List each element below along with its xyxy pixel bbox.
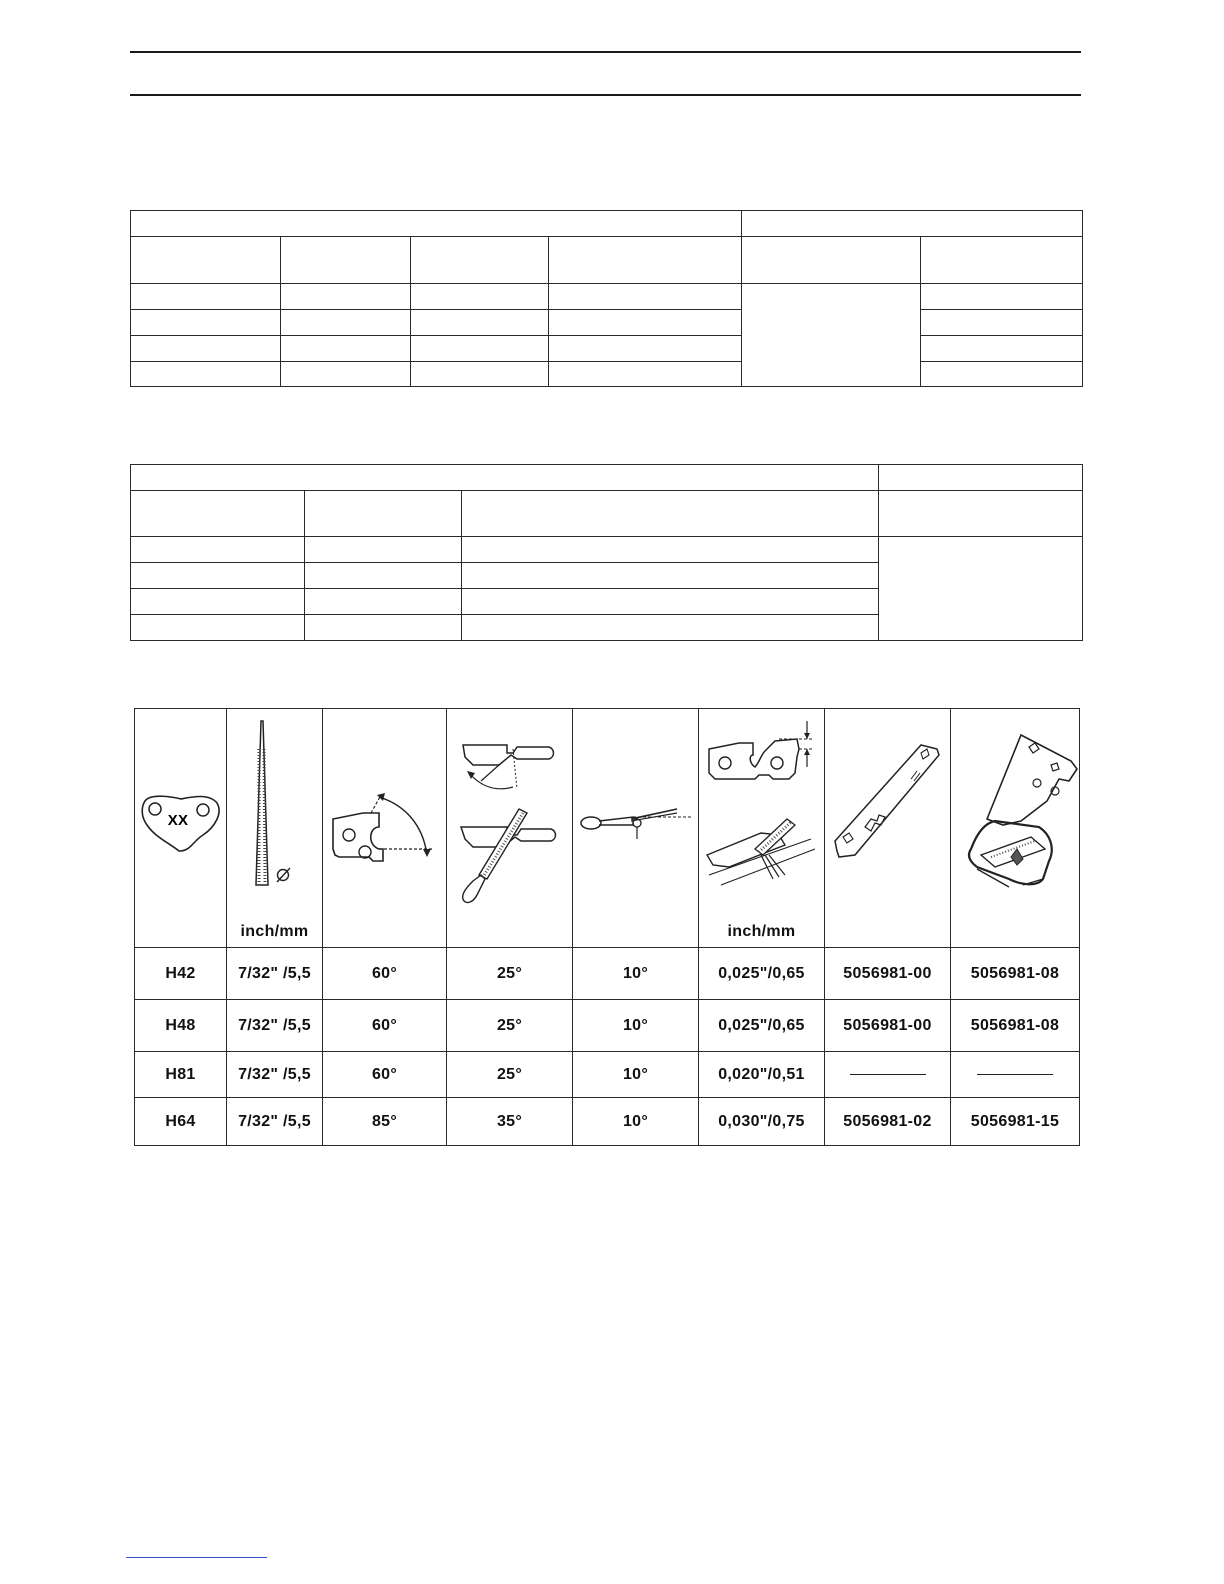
table-cell: [549, 310, 742, 336]
gauge-cell-empty: [825, 1052, 951, 1098]
table-cell: [131, 615, 305, 641]
table-cell: [921, 237, 1083, 284]
table-cell: [879, 491, 1083, 537]
top-angle-cell: 60°: [323, 1000, 447, 1052]
depth-cell: 0,025"/0,65: [699, 1000, 825, 1052]
round-file-icon: [227, 709, 323, 948]
file-angle-cell: 35°: [447, 1098, 573, 1146]
file-size-cell: 7/32" /5,5: [227, 948, 323, 1000]
table-cell: [921, 336, 1083, 362]
tilt-cell: 10°: [573, 948, 699, 1000]
table-cell: [462, 615, 879, 641]
table-cell: [879, 465, 1083, 491]
top-angle-cell: 60°: [323, 1052, 447, 1098]
bar-chain-table: [130, 210, 1083, 387]
sharpening-table: [134, 708, 1080, 1146]
gauge-cell: 5056981-02: [825, 1098, 951, 1146]
filing-angle-icon: [447, 709, 573, 948]
table-cell: [131, 491, 305, 537]
table-cell: [411, 310, 549, 336]
chain-cell: H81: [135, 1052, 227, 1098]
file-size-cell: 7/32" /5,5: [227, 1098, 323, 1146]
guide-cell-empty: [951, 1052, 1080, 1098]
gauge-cell: 5056981-00: [825, 948, 951, 1000]
file-diameter-unit: inch/mm: [240, 923, 309, 940]
table-row: [135, 1098, 1080, 1146]
table-cell: [549, 284, 742, 310]
file-angle-cell: 25°: [447, 1000, 573, 1052]
depth-cell: 0,020"/0,51: [699, 1052, 825, 1098]
table-cell: [131, 465, 879, 491]
gauge-cell: 5056981-00: [825, 1000, 951, 1052]
table-cell: [411, 336, 549, 362]
table-cell: [131, 310, 281, 336]
table-cell: [131, 237, 281, 284]
tilt-cell: 10°: [573, 1000, 699, 1052]
table-cell: [549, 336, 742, 362]
icon-row: [135, 709, 1080, 948]
table-cell: [411, 237, 549, 284]
table-cell: [131, 563, 305, 589]
table-cell: [742, 237, 921, 284]
table-cell: [742, 211, 1083, 237]
top-plate-angle-icon: [323, 709, 447, 948]
table-cell: [921, 362, 1083, 387]
guide-cell: 5056981-08: [951, 948, 1080, 1000]
top-angle-cell: 60°: [323, 948, 447, 1000]
depth-gauge-unit: inch/mm: [727, 923, 796, 940]
tilt-cell: 10°: [573, 1098, 699, 1146]
table-cell: [131, 336, 281, 362]
chain-code-marker: XX: [167, 812, 189, 829]
table-cell: [131, 589, 305, 615]
table-cell: [305, 537, 462, 563]
depth-gauge-tool-icon: [825, 709, 951, 948]
file-size-cell: 7/32" /5,5: [227, 1000, 323, 1052]
depth-cell: 0,025"/0,65: [699, 948, 825, 1000]
table-cell: [281, 362, 411, 387]
table-cell: [281, 284, 411, 310]
guide-cell: 5056981-15: [951, 1098, 1080, 1146]
header-rule-top: [130, 51, 1081, 53]
table-cell: [281, 310, 411, 336]
table-cell: [131, 362, 281, 387]
table-cell: [281, 237, 411, 284]
table-cell: [549, 362, 742, 387]
table-cell: [305, 615, 462, 641]
not-available-dash: [850, 1074, 926, 1075]
table-row: [135, 948, 1080, 1000]
table-cell: [462, 563, 879, 589]
chain-cell: H64: [135, 1098, 227, 1146]
table-cell: [462, 491, 879, 537]
table-cell: [921, 284, 1083, 310]
table-cell: [742, 284, 921, 387]
table-cell: [305, 589, 462, 615]
not-available-dash: [977, 1074, 1053, 1075]
footer-rule: [126, 1557, 267, 1558]
header-rule-bottom: [130, 94, 1081, 96]
tilt-cell: 10°: [573, 1052, 699, 1098]
table-cell: [281, 336, 411, 362]
table-cell: [462, 589, 879, 615]
file-size-cell: 7/32" /5,5: [227, 1052, 323, 1098]
file-guide-icon: [951, 709, 1080, 948]
file-angle-cell: 25°: [447, 1052, 573, 1098]
top-angle-cell: 85°: [323, 1098, 447, 1146]
table-cell: [411, 284, 549, 310]
table-cell: [131, 211, 742, 237]
table-cell: [921, 310, 1083, 336]
chain-code-icon: [135, 709, 227, 948]
chain-cell: H42: [135, 948, 227, 1000]
depth-cell: 0,030"/0,75: [699, 1098, 825, 1146]
file-tilt-icon: [573, 709, 699, 948]
table-cell: [411, 362, 549, 387]
chain-spec-table: [130, 464, 1083, 641]
table-row: [135, 1000, 1080, 1052]
table-cell: [305, 491, 462, 537]
file-angle-cell: 25°: [447, 948, 573, 1000]
table-cell: [879, 537, 1083, 641]
guide-cell: 5056981-08: [951, 1000, 1080, 1052]
table-cell: [131, 284, 281, 310]
table-row: [135, 1052, 1080, 1098]
table-cell: [462, 537, 879, 563]
table-cell: [305, 563, 462, 589]
table-cell: [131, 537, 305, 563]
table-cell: [549, 237, 742, 284]
chain-cell: H48: [135, 1000, 227, 1052]
depth-gauge-icon: [699, 709, 825, 948]
